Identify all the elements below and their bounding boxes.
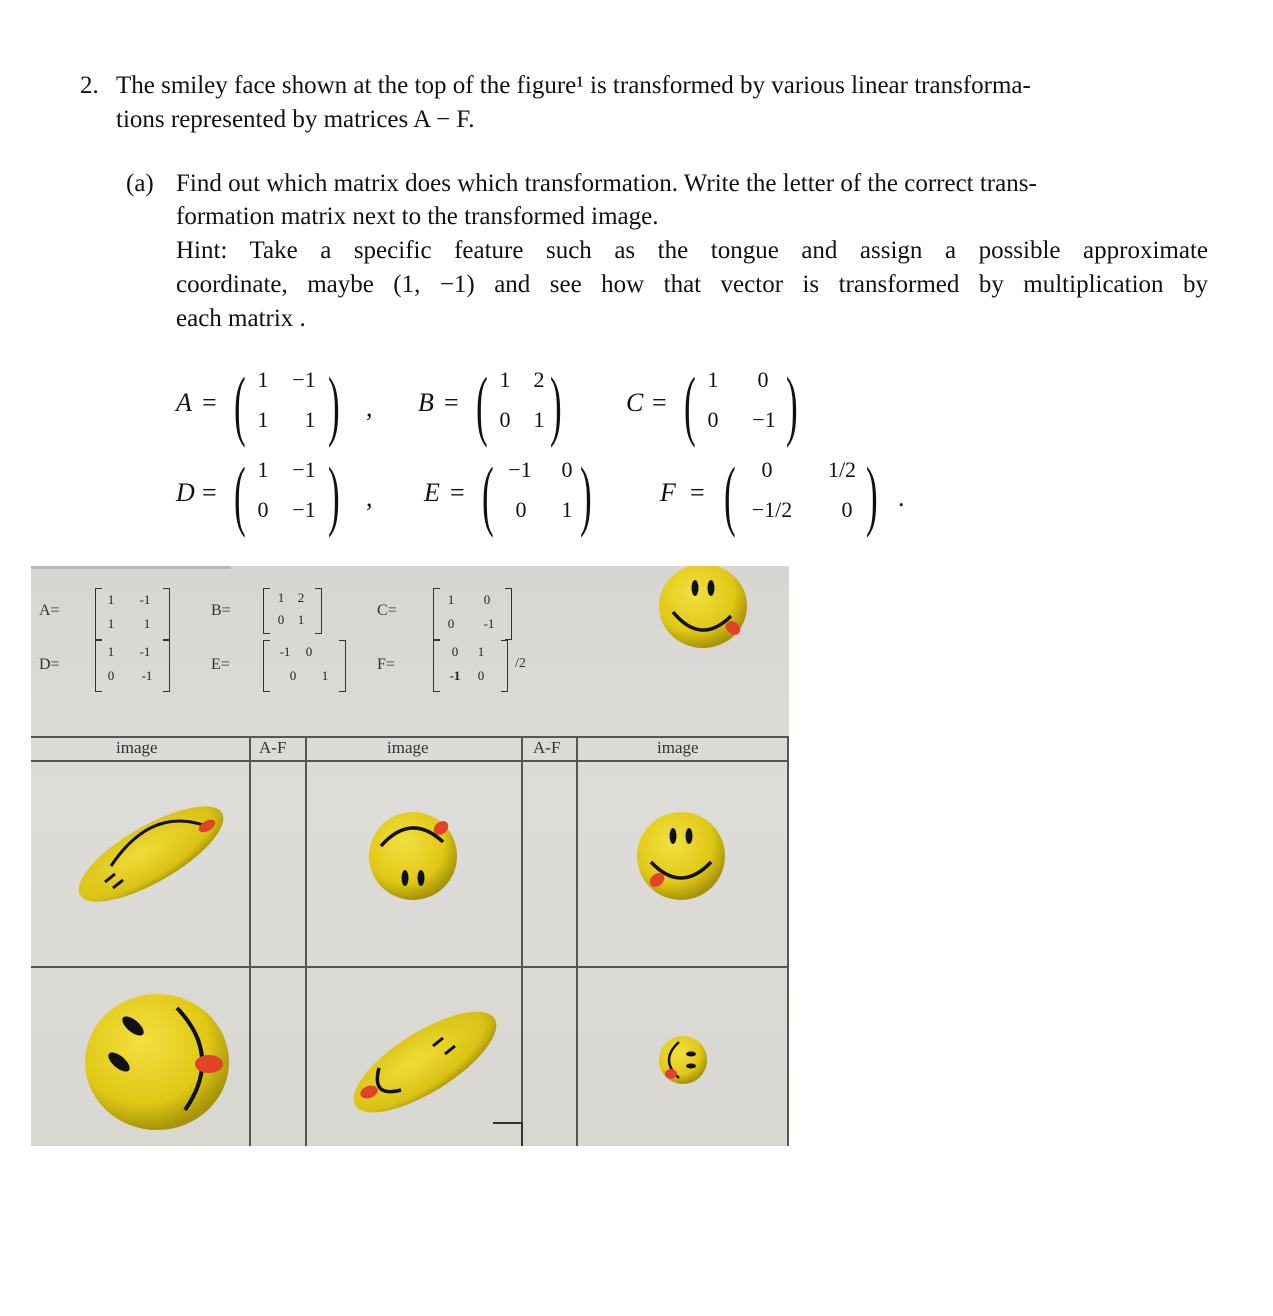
table-header-image: image [657,738,699,757]
matrix-C-name: C [626,388,644,417]
matrix-B [418,361,578,448]
smiley-face [637,812,725,900]
smiley-eye [402,870,409,886]
matrix-C-equals: = [652,388,667,417]
problem-line-2: tions represented by matrices A − F. [116,106,475,133]
photo-bracket [433,640,440,692]
matrix-A-equals: = [202,388,217,417]
matrix-E-name: E [424,478,440,507]
matrix-D-cell: −1 [292,497,316,522]
matrix-C-cell: 1 [707,367,719,392]
matrix-D-cell: −1 [292,457,316,482]
matrix-B-right-paren: ) [550,361,562,448]
table-header-af: A-F [533,738,561,757]
photo-cell: -1 [139,592,151,607]
smiley-face [341,1006,510,1116]
matrix-D-name: D [176,478,195,507]
smiley-tongue [665,1069,677,1079]
matrix-D [176,451,376,538]
matrix-E-right-paren: ) [580,451,592,538]
worksheet-photo [31,566,789,1146]
smiley-rotated [73,986,243,1136]
smiley-eye [686,828,693,844]
part-a-hint-line-3: each matrix . [176,305,306,332]
photo-label-C: C= [377,602,397,619]
part-a-line-2: formation matrix next to the transformed image. [176,203,659,230]
matrix-E-cell: 0 [515,497,527,522]
matrix-F-cell: −1/2 [751,497,793,522]
matrix-E-equals: = [450,478,465,507]
photo-cell: 2 [297,590,305,605]
matrix-F-cell: 1/2 [827,457,857,482]
photo-cell: -1 [141,668,153,683]
grid-line [31,966,789,968]
photo-bracket [505,588,512,640]
photo-bracket [433,588,440,640]
photo-cell: 1 [447,592,455,607]
matrix-B-cell: 2 [533,367,545,392]
photo-bracket [315,588,322,634]
part-a-hint-line-1: Hint: Take a specific feature such as the tongue and assign a possible approximate [176,237,1208,264]
matrix-C-left-paren: ( [684,361,696,448]
smiley-eye [670,828,677,844]
reference-smiley [651,566,751,656]
photo-cell: 1 [107,616,115,631]
photo-cell: -1 [483,616,495,631]
photo-bracket [263,640,270,692]
matrix-A-cell: 1 [257,407,269,432]
smiley-eye [686,1052,696,1057]
matrix-D-cell: 0 [257,497,269,522]
photo-label-D: D= [39,656,60,673]
matrix-A-right-paren: ) [328,361,340,448]
photo-cell: 1 [321,668,329,683]
photo-cell: 0 [451,644,459,659]
photo-bracket [263,588,270,634]
photo-bracket [501,640,508,692]
matrix-E [424,451,604,538]
matrix-B-name: B [418,388,434,417]
matrix-F-right-paren: ) [866,451,878,538]
photo-cell: 0 [483,592,491,607]
matrix-A-cell: 1 [257,367,269,392]
photo-bracket [339,640,346,692]
matrix-B-left-paren: ( [476,361,488,448]
matrix-B-cell: 1 [533,407,545,432]
smiley-eye [686,1064,696,1069]
photo-label-B: B= [211,602,231,619]
photo-cell: 0 [107,668,115,683]
smiley-eye [708,580,715,596]
matrix-B-cell: 1 [499,367,511,392]
table-header-image: image [387,738,429,757]
matrix-C [626,361,816,448]
photo-cell: 1 [143,616,151,631]
photo-bracket [163,640,170,692]
photo-cell: 1 [107,644,115,659]
smiley-small [649,1026,719,1096]
photo-cell: 1 [107,592,115,607]
matrix-C-right-paren: ) [786,361,798,448]
matrix-B-equals: = [444,388,459,417]
grid-line [305,736,307,1146]
matrix-F-left-paren: ( [724,451,736,538]
grid-line [249,736,251,1146]
corner-mark [493,1122,523,1146]
photo-cell: 0 [447,616,455,631]
matrix-F-cell: 0 [761,457,773,482]
matrix-C-cell: 0 [757,367,769,392]
grid-line [787,736,789,1146]
photo-label-F: F= [377,656,395,673]
part-a-hint-line-2: coordinate, maybe (1, −1) and see how that vector is transformed by multiplication by [176,271,1208,298]
smiley-mirrored [631,806,731,906]
smiley-flipped [361,806,471,906]
grid-line [576,736,578,1146]
table-header-af: A-F [259,738,287,757]
photo-label-A: A= [39,602,60,619]
matrix-A-name: A [176,388,192,417]
matrix-A-sep: , [366,393,373,422]
matrix-F-cell: 0 [841,497,853,522]
photo-cell: 1 [297,612,305,627]
matrix-B-cell: 0 [499,407,511,432]
matrix-C-cell: −1 [752,407,776,432]
photo-cell: 1 [277,590,285,605]
problem-line-1: The smiley face shown at the top of the figure¹ is transformed by various linear transforma- [116,72,1031,99]
matrix-F-sep: . [898,483,905,512]
matrix-E-cell: −1 [508,457,532,482]
smiley-face [71,796,231,906]
matrix-D-left-paren: ( [234,451,246,538]
grid-line [521,736,523,1146]
photo-cell: 0 [289,668,297,683]
matrix-F [660,451,910,538]
matrix-F-equals: = [690,478,705,507]
matrix-D-cell: 1 [257,457,269,482]
photo-cell: -1 [449,668,461,683]
smiley-tongue [195,1055,223,1073]
matrix-A-left-paren: ( [234,361,246,448]
smiley-sheared [71,796,231,906]
matrix-A [176,361,376,448]
matrix-F-name: F [660,478,676,507]
matrix-D-equals: = [202,478,217,507]
photo-top-edge [31,566,231,569]
matrix-C-cell: 0 [707,407,719,432]
smiley-face [659,566,747,648]
photo-cell: 0 [277,612,285,627]
photo-f-scale: /2 [515,656,526,671]
smiley-eye [418,870,425,886]
matrix-E-cell: 1 [561,497,573,522]
matrix-E-cell: 0 [561,457,573,482]
problem-number: 2. [80,72,99,99]
smiley-eye [692,580,699,596]
smiley-sheared-2 [341,1006,511,1116]
matrix-A-cell: 1 [304,407,316,432]
photo-cell: 0 [477,668,485,683]
grid-line [31,760,789,762]
photo-cell: -1 [279,644,291,659]
photo-label-E: E= [211,656,230,673]
matrix-E-left-paren: ( [482,451,494,538]
matrix-D-right-paren: ) [328,451,340,538]
table-header-image: image [116,738,158,757]
photo-bracket [163,588,170,640]
photo-cell: 0 [305,644,313,659]
matrix-A-cell: −1 [292,367,316,392]
photo-cell: -1 [139,644,151,659]
matrix-D-sep: , [366,483,373,512]
part-a-label: (a) [126,170,154,197]
photo-cell: 1 [477,644,485,659]
part-a-line-1: Find out which matrix does which transformation. Write the letter of the correct trans- [176,170,1037,197]
